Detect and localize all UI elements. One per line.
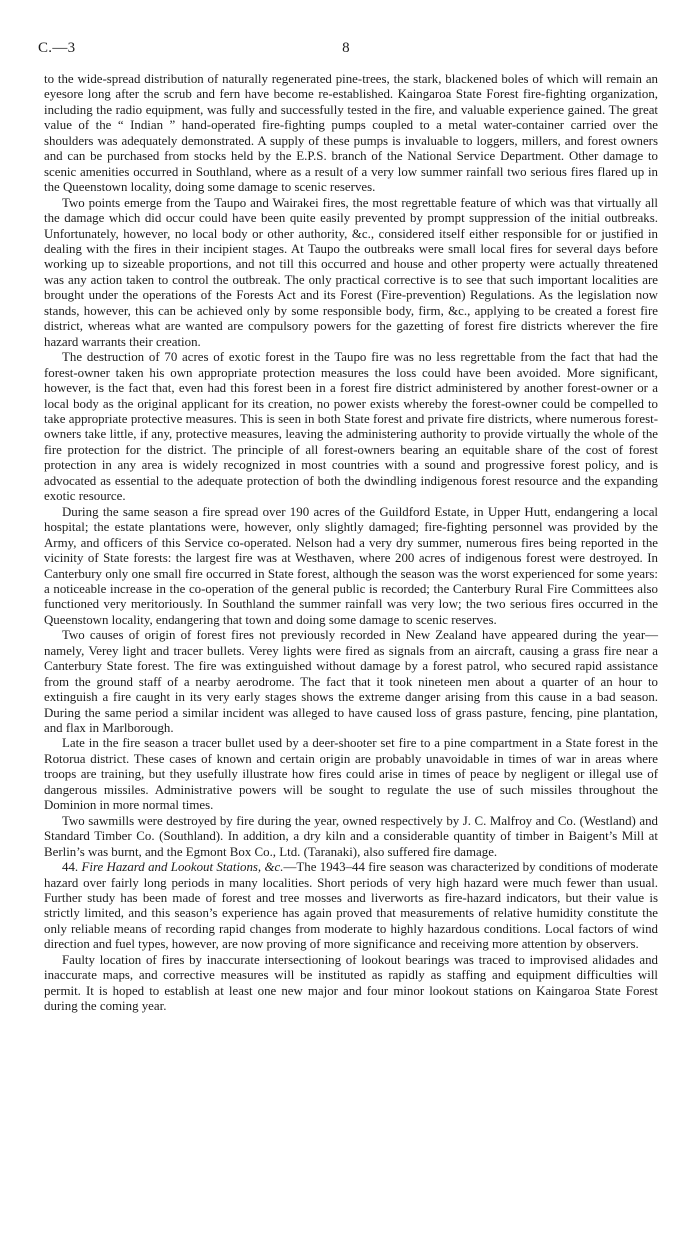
page-number: 8 — [342, 40, 350, 56]
paragraph-continuation: to the wide-spread distribution of naturally regenerated pine-trees, the stark, blackened boles of which will remain an eyesore long after the scrub and fern have become re-established. Kaingaroa State Forest fire-fighting organization, including the radio equipment, was fully and successfully tested in the fire, and valuable experience gained. The great value of the “ Indian ” hand-operated fire-fighting pumps coupled to a metal water-container carried over the shoulders was adequately demonstrated. A supply of these pumps is invaluable to loggers, millers, and forest owners and can be purchased from stocks held by the E.P.S. branch of the National Service Department. Other damage to scenic amenities occurred in Southland, where as a result of a very low summer rainfall two serious fires flared up in the Queenstown locality, doing some damage to scenic reserves. — [44, 72, 658, 195]
section-text: —The 1943–44 fire season was characterized by conditions of moderate hazard over fairly long periods in many localities. Short periods of very high hazard were much fewer than usual. Further study has been made of forest and tree mosses and liverworts as fire-hazard indicators, but their value is strictly limited, and this season’s experience has again proved that measurements of relative humidity constitute the only reliable means of recording rapid changes from moderate to highly hazardous conditions. Local factors of wind direction and fuel types, however, are now proving of more significance and receiving more attention by observers. — [44, 860, 658, 952]
paragraph-guildford-estate: During the same season a fire spread over 190 acres of the Guildford Estate, in Upper Hutt, endangering a local hospital; the estate plantations were, however, only slightly damaged; fire-fighting personnel was provided by the Army, and officers of this Service co-operated. Nelson had a very dry summer, numerous fires being reported in the vicinity of State forests: the largest fire was at Westhaven, where 200 acres of indigenous forest were destroyed. In Canterbury only one small fire occurred in State forest, although the season was the worst experienced for some years: a noticeable increase in the co-operation of the general public is recorded; the Canterbury Rural Fire Committees also functioned very meritoriously. In Southland the summer rainfall was very low; the two serious fires occurred in the Queenstown locality, endangering that town and doing some damage to scenic reserves. — [44, 504, 658, 627]
section-title: Fire Hazard and Lookout Stations, &c. — [81, 860, 284, 875]
section-number: 44. — [62, 860, 79, 875]
section-44-paragraph — [44, 860, 658, 953]
paragraph-tracer-bullet: Late in the fire season a tracer bullet used by a deer-shooter set fire to a pine compartment in a State forest in the Rotorua district. These cases of known and certain origin are probably unavoidable in times of war in areas where troops are training, but they usefully illustrate how fires could arise in times of peace by negligent or illegal use of dangerous missiles. Administrative powers will be sought to regulate the use of such missiles throughout the Dominion in more normal times. — [44, 736, 658, 813]
paragraph-taupo-wairakei: Two points emerge from the Taupo and Wairakei fires, the most regrettable feature of which was that virtually all the damage which did occur could have been quite easily prevented by prompt suppression of the initial outbreaks. Unfortunately, however, no local body or other authority, &c., considered itself either responsible for or justified in dealing with the fires in their incipient stages. At Taupo the outbreaks were small local fires for several days before working up to sizeable proportions, and not till this occurred and house and other property were actually threatened was any action taken to control the outbreak. The only practical corrective is to see that such important localities are brought under the operations of the Forests Act and its Forest (Fire-prevention) Regulations. As the legislation now stands, however, this can be achieved only by some responsible body, firm, &c., applying to be created a forest fire district, whereas what are wanted are compulsory powers for the gazetting of forest fire districts wherever the fire hazard warrants their creation. — [44, 195, 658, 349]
page-header — [38, 40, 654, 62]
paragraph-verey-light-tracer: Two causes of origin of forest fires not previously recorded in New Zealand have appeared during the year—namely, Verey light and tracer bullets. Verey lights were fired as signals from an aircraft, causing a grass fire near a Canterbury State forest. The fire was extinguished without damage by a forest patrol, who secured rapid assistance from the ground staff of a nearby aerodrome. The fact that it took nineteen men about a quarter of an hour to extinguish a fire caught in its very early stages shows the extreme danger arising from this cause in a bad season. During the same period a similar incident was alleged to have caused loss of grass pasture, fencing, pine plantation, and flax in Marlborough. — [44, 628, 658, 736]
paragraph-exotic-forest-destruction: The destruction of 70 acres of exotic forest in the Taupo fire was no less regrettable from the fact that had the forest-owner taken his own appropriate protection measures the loss could have been avoided. More significant, however, is the fact that, even had this forest been in a forest fire district administered by another forest-owner or a local body as the original applicant for its creation, no power exists whereby the forest-owner could be compelled to take appropriate protective measures. This is seen in both State forest and private fire districts, where numerous forest-owners take little, if any, protective measures, leaving the administering authority to provide virtually the whole of the fire protection for the district. The principle of all forest-owners bearing an equitable share of the cost of forest protection in any area is widely recognized in most countries with a sound and progressive forest policy, and is advocated as essential to the adequate protection of both the dwindling indigenous forest resource and the expanding exotic resource. — [44, 350, 658, 504]
paragraph-sawmills: Two sawmills were destroyed by fire during the year, owned respectively by J. C. Malfroy and Co. (Westland) and Standard Timber Co. (Southland). In addition, a dry kiln and a considerable quantity of timber in Baigent’s Mill at Berlin’s was burnt, and the Egmont Box Co., Ltd. (Taranaki), also suffered fire damage. — [44, 813, 658, 859]
body-text — [44, 72, 658, 1015]
document-reference: C.—3 — [38, 40, 76, 56]
paragraph-lookout-bearings: Faulty location of fires by inaccurate intersectioning of lookout bearings was traced to improvised alidades and inaccurate maps, and corrective measures will be instituted as rapidly as staffing and equipment difficulties will permit. It is hoped to establish at least one new major and four minor lookout stations on Kaingaroa State Forest during the coming year. — [44, 952, 658, 1014]
